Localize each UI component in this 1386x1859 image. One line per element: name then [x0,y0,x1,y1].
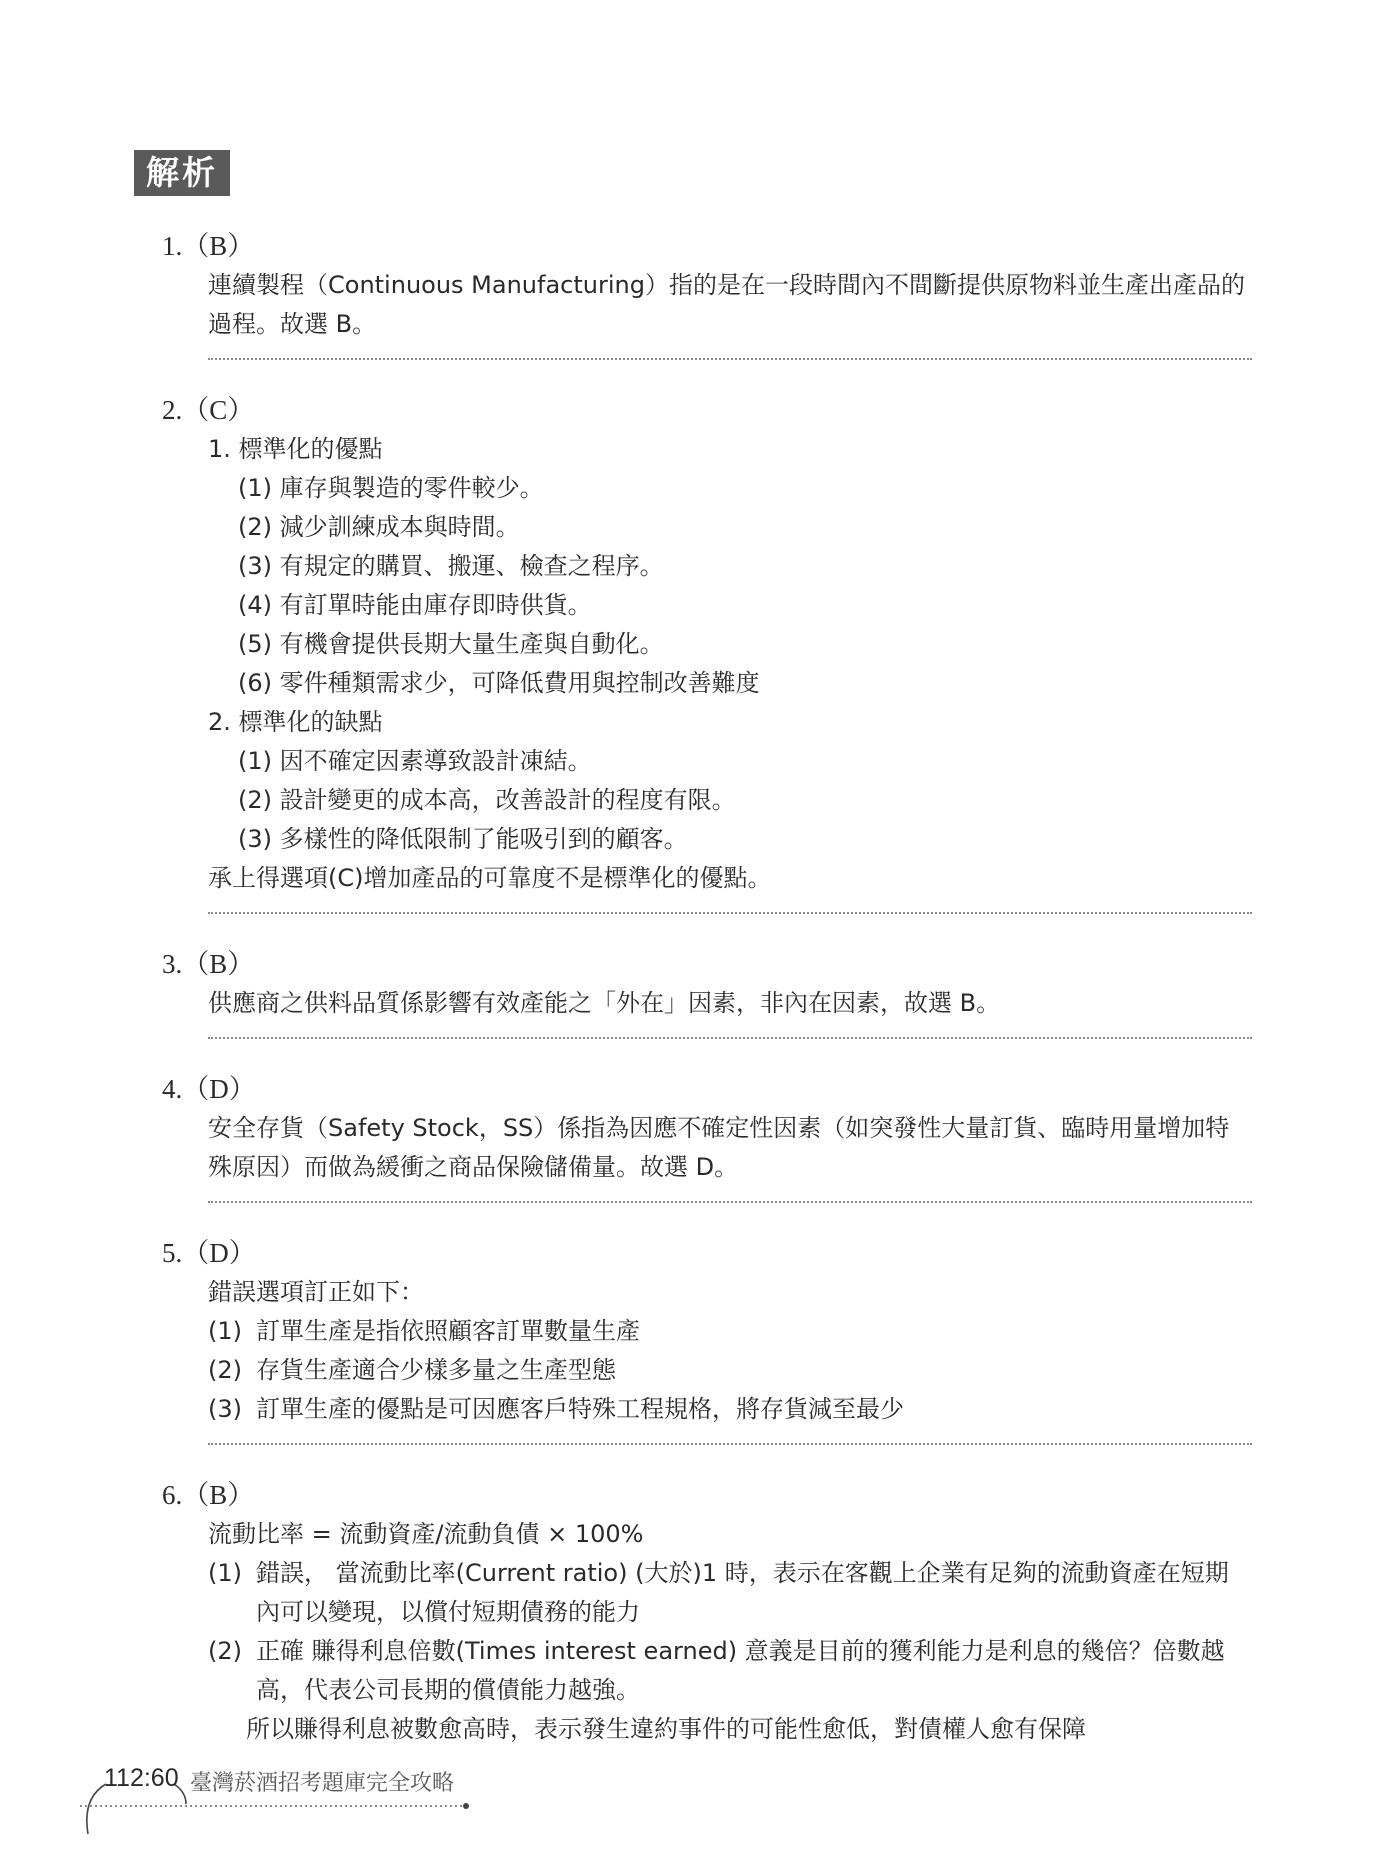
subheading-disadvantages: 2. 標準化的缺點 [208,708,383,736]
list-item [162,1312,1252,1351]
answer-number: 3.（B） [162,949,255,979]
dotted-divider [208,912,1252,914]
dotted-divider [208,1037,1252,1039]
dotted-divider [208,358,1252,360]
answer-explanations [162,226,1252,1749]
list-item [162,1351,1252,1390]
list-item [162,1390,1252,1429]
explanation-text: 連續製程（Continuous Manufacturing）指的是在一段時間內不間斷提供原物料並生產出產品的過程。故選 B。 [208,271,1245,338]
item-marker: (3) [208,1395,242,1423]
list-item: (4) 有訂單時能由庫存即時供貨。 [238,591,592,619]
page-number: 112:60 [104,1764,179,1792]
answer-number: 5.（D） [162,1238,256,1268]
answer-4 [162,1069,1252,1203]
item-marker: (2) [208,1356,242,1384]
list-item [162,1632,1252,1710]
item-marker: (2) [208,1637,242,1665]
list-item: (5) 有機會提供長期大量生產與自動化。 [238,630,664,658]
explanation-text: 安全存貨（Safety Stock，SS）係指為因應不確定性因素（如突發性大量訂貨、臨時用量增加特殊原因）而做為緩衝之商品保險儲備量。故選 D。 [208,1114,1230,1181]
answer-3 [162,944,1252,1039]
list-item: (1) 庫存與製造的零件較少。 [238,474,544,502]
list-item: (2) 減少訓練成本與時間。 [238,513,520,541]
list-item: (3) 有規定的購買、搬運、檢查之程序。 [238,552,664,580]
explanation-text: 供應商之供料品質係影響有效產能之「外在」因素，非內在因素，故選 B。 [208,989,1001,1017]
page-footer [74,1758,494,1848]
item-text: 錯誤， 當流動比率(Current ratio) (大於)1 時，表示在客觀上企業有足夠的流動資產在短期內可以變現，以償付短期債務的能力 [256,1559,1229,1626]
dotted-divider [208,1201,1252,1203]
subheading-advantages: 1. 標準化的優點 [208,435,383,463]
answer-number: 1.（B） [162,231,255,261]
section-heading: 解析 [134,150,230,196]
book-title: 臺灣菸酒招考題庫完全攻略 [190,1771,455,1796]
answer-number: 6.（B） [162,1480,255,1510]
answer-6 [162,1475,1252,1749]
answer-number: 2.（C） [162,395,255,425]
answer-1 [162,226,1252,360]
item-text: 訂單生產是指依照顧客訂單數量生產 [256,1317,640,1345]
tail-text: 所以賺得利息被數愈高時，表示發生違約事件的可能性愈低，對債權人愈有保障 [246,1715,1086,1743]
list-item: (2) 設計變更的成本高，改善設計的程度有限。 [238,786,736,814]
answer-2 [162,390,1252,914]
item-text: 存貨生產適合少樣多量之生產型態 [256,1356,616,1384]
formula-text: 流動比率 = 流動資產/流動負債 × 100% [208,1520,644,1548]
answer-5 [162,1233,1252,1445]
item-text: 訂單生產的優點是可因應客戶特殊工程規格，將存貨減至最少 [256,1395,904,1423]
intro-text: 錯誤選項訂正如下： [208,1278,424,1306]
answer-number: 4.（D） [162,1074,256,1104]
list-item: (1) 因不確定因素導致設計凍結。 [238,747,592,775]
item-marker: (1) [208,1559,242,1587]
list-item: (6) 零件種類需求少，可降低費用與控制改善難度 [238,669,760,697]
list-item: (3) 多樣性的降低限制了能吸引到的顧客。 [238,825,688,853]
item-marker: (1) [208,1317,242,1345]
dotted-divider [208,1443,1252,1445]
item-text: 正確 賺得利息倍數(Times interest earned) 意義是目前的獲利能力是利息的幾倍？倍數越高，代表公司長期的償債能力越強。 [256,1637,1225,1704]
conclusion-text: 承上得選項(C)增加產品的可靠度不是標準化的優點。 [208,864,772,892]
list-item [162,1554,1252,1632]
